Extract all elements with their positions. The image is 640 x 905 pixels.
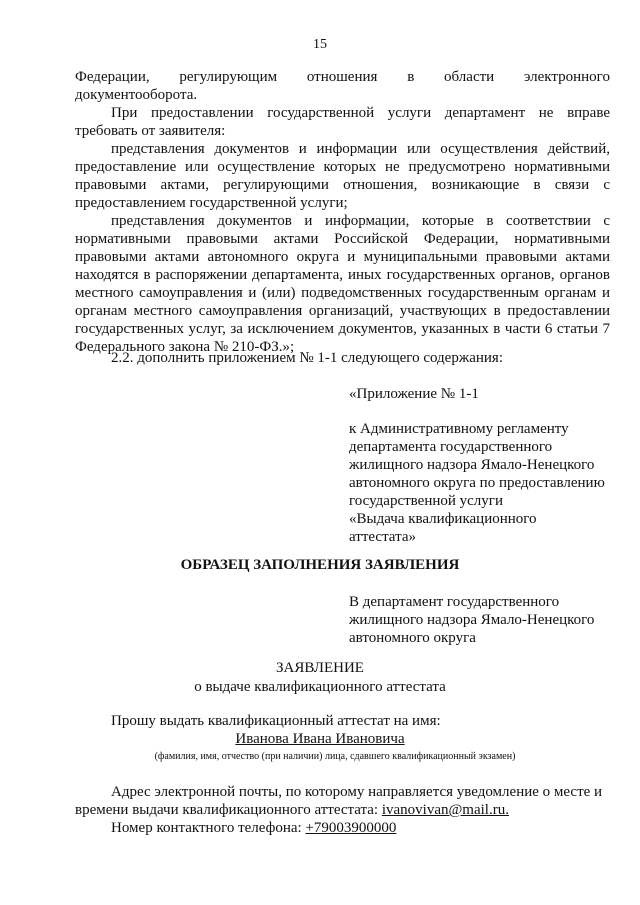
word: в bbox=[407, 69, 415, 85]
word: отношения bbox=[306, 69, 378, 85]
word: регулирующим bbox=[179, 69, 278, 85]
paragraph-3: представления документов и информации или осуществления действий, предоставление или осуществление которых не предусмотрено нормативными правовыми актами, регулирующими отношения, возникающие в связи с предоставлением государственной услуги; bbox=[75, 141, 610, 211]
word: области bbox=[444, 69, 495, 85]
email-label: времени выдачи квалификационного аттестата: bbox=[75, 802, 379, 818]
appendix-header: «Приложение № 1-1 bbox=[349, 386, 479, 402]
form-title: ОБРАЗЕЦ ЗАПОЛНЕНИЯ ЗАЯВЛЕНИЯ bbox=[180, 557, 460, 573]
email-line-1: Адрес электронной почты, по которому направляется уведомление о месте и bbox=[111, 784, 603, 800]
recipient-line: автономного округа bbox=[349, 630, 476, 646]
paragraph-1-line-2: документооборота. bbox=[75, 87, 198, 103]
recipient-line: жилищного надзора Ямало-Ненецкого bbox=[349, 612, 595, 628]
word: Федерации, bbox=[75, 69, 150, 85]
appendix-line: государственной услуги bbox=[349, 493, 503, 509]
recipient-block bbox=[349, 593, 611, 647]
appendix-line: департамента государственного bbox=[349, 439, 553, 455]
phone-line bbox=[111, 820, 611, 837]
word: электронного bbox=[523, 69, 610, 85]
email-value: ivanovivan@mail.ru. bbox=[381, 802, 509, 818]
appendix-line: к Административному регламенту bbox=[349, 421, 569, 437]
appendix-line: аттестата» bbox=[349, 529, 416, 545]
appendix-line: «Выдача квалификационного bbox=[349, 511, 537, 527]
page-number: 15 bbox=[313, 37, 327, 52]
recipient-line: В департамент государственного bbox=[349, 594, 560, 610]
applicant-name: Иванова Ивана Ивановича bbox=[235, 731, 405, 747]
paragraph-2: При предоставлении государственной услуги департамент не вправе требовать от заявителя: bbox=[75, 105, 610, 139]
phone-value: +79003900000 bbox=[305, 820, 397, 836]
appendix-line: автономного округа по предоставлению bbox=[349, 475, 605, 491]
phone-label: Номер контактного телефона: bbox=[111, 820, 302, 836]
appendix-line: жилищного надзора Ямало-Ненецкого bbox=[349, 457, 595, 473]
request-line: Прошу выдать квалификационный аттестат на имя: bbox=[111, 713, 441, 729]
paragraph-1-line-1 bbox=[75, 68, 610, 86]
paragraph-5: 2.2. дополнить приложением № 1-1 следующего содержания: bbox=[111, 350, 503, 366]
name-caption: (фамилия, имя, отчество (при наличии) лица, сдавшего квалификационный экзамен) bbox=[154, 751, 516, 762]
paragraph-4: представления документов и информации, которые в соответствии с нормативными правовыми актами Российской Федерации, нормативными правовыми актами автономного округа и муниципальными правовыми актами находятся в распоряжении департамента, иных государственных органов, органов местного самоуправления и (или) подведомственных государственным органам и органам местного самоуправления организаций, участвующих в предоставлении государственных услуг, за исключением документов, указанных в части 6 статьи 7 Федерального закона № 210-ФЗ.»; bbox=[75, 213, 610, 355]
paragraph-1 bbox=[75, 68, 610, 104]
email-line-2 bbox=[75, 802, 610, 819]
application-subheading: о выдаче квалификационного аттестата bbox=[194, 679, 446, 695]
application-heading: ЗАЯВЛЕНИЕ bbox=[276, 660, 364, 676]
appendix-reference bbox=[349, 420, 611, 546]
